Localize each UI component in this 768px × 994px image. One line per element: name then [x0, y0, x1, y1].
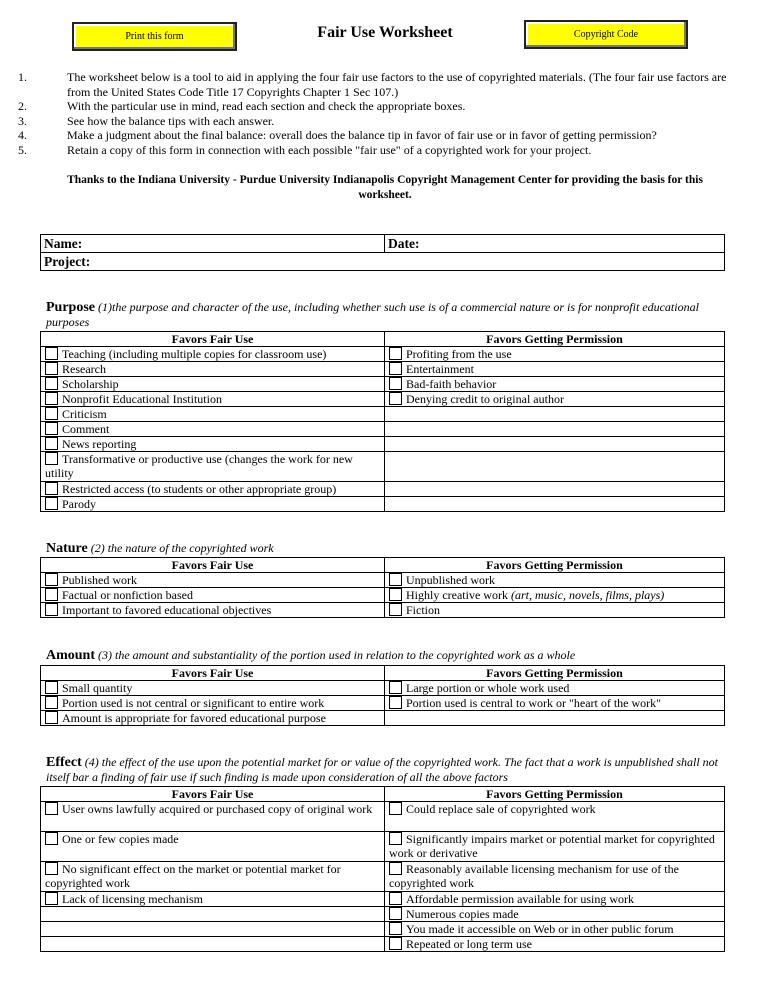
print-form-button[interactable]: Print this form — [72, 22, 237, 51]
checkbox[interactable] — [45, 802, 58, 815]
column-header: Favors Fair Use — [41, 558, 385, 573]
copyright-code-button[interactable]: Copyright Code — [524, 20, 688, 49]
date-field[interactable]: Date: — [385, 235, 725, 253]
nature-table: Favors Fair Use Favors Getting Permission Published work Unpublished work Factual or nonfiction based Highly creative work (art, music, novels, films, plays) Important to favored educational objectives Fiction — [40, 557, 725, 618]
checkbox[interactable] — [389, 603, 402, 616]
checkbox[interactable] — [45, 573, 58, 586]
checkbox[interactable] — [45, 347, 58, 360]
nature-heading: Nature (2) the nature of the copyrighted work — [46, 541, 274, 556]
column-header: Favors Fair Use — [41, 787, 385, 802]
checkbox[interactable] — [389, 362, 402, 375]
checkbox[interactable] — [45, 407, 58, 420]
checkbox[interactable] — [45, 862, 58, 875]
checkbox[interactable] — [389, 892, 402, 905]
effect-heading: Effect (4) the effect of the use upon the potential market for or value of the copyrighted work. The fact that a work is unpublished shall not itself bar a finding of fair use if such finding is made upon consideration of all the above factors — [46, 755, 719, 784]
checkbox[interactable] — [45, 588, 58, 601]
checkbox[interactable] — [389, 588, 402, 601]
checkbox[interactable] — [45, 392, 58, 405]
checkbox[interactable] — [389, 922, 402, 935]
checkbox[interactable] — [45, 422, 58, 435]
project-field[interactable]: Project: — [41, 253, 725, 271]
checkbox[interactable] — [45, 832, 58, 845]
column-header: Favors Getting Permission — [385, 787, 725, 802]
amount-table: Favors Fair Use Favors Getting Permission Small quantity Large portion or whole work used Portion used is not central or significant to entire work Portion used is central to work or "heart of the work" Amount is appropriate for favored educational purpose — [40, 665, 725, 726]
checkbox[interactable] — [389, 832, 402, 845]
list-item: 5. Retain a copy of this form in connection with each possible "fair use" of a copyrighted work for your project. — [18, 142, 592, 157]
list-item: 1. The worksheet below is a tool to aid in applying the four fair use factors to the use of copyrighted materials. (The four fair use factors are from the United States Code Title 17 Copyrights Chapter 1 Sec 107.) — [18, 70, 727, 99]
column-header: Favors Getting Permission — [385, 666, 725, 681]
checkbox[interactable] — [45, 603, 58, 616]
list-item: 2. With the particular use in mind, read each section and check the appropriate boxes. — [18, 99, 466, 113]
acknowledgement: Thanks to the Indiana University - Purdue University Indianapolis Copyright Management Center for providing the basis for this worksheet. — [67, 174, 703, 201]
checkbox[interactable] — [389, 907, 402, 920]
checkbox[interactable] — [389, 392, 402, 405]
purpose-table: Favors Fair Use Favors Getting Permission Teaching (including multiple copies for classroom use) Profiting from the use Research Entertainment Scholarship Bad-faith behavior Nonprofit Educational Institution Denying credit to original author Criticism Comment News reporting Transformative or productive use (changes the work for new utility Restricted access (to students or other appropriate group) Parody — [40, 331, 725, 512]
purpose-heading: Purpose (1)the purpose and character of the use, including whether such use is of a commercial nature or is for nonprofit educational purposes — [46, 300, 699, 329]
checkbox[interactable] — [45, 482, 58, 495]
info-table — [40, 234, 725, 271]
checkbox[interactable] — [389, 377, 402, 390]
checkbox[interactable] — [45, 377, 58, 390]
checkbox[interactable] — [45, 892, 58, 905]
checkbox[interactable] — [389, 937, 402, 950]
list-item: 3. See how the balance tips with each answer. — [18, 113, 275, 128]
column-header: Favors Fair Use — [41, 666, 385, 681]
page-title: Fair Use Worksheet — [317, 24, 453, 41]
checkbox[interactable] — [45, 362, 58, 375]
list-item: 4. Make a judgment about the final balance: overall does the balance tip in favor of fair use or in favor of getting permission? — [18, 128, 657, 142]
checkbox[interactable] — [45, 696, 58, 709]
checkbox[interactable] — [389, 347, 402, 360]
amount-heading: Amount (3) the amount and substantiality of the portion used in relation to the copyrighted work as a whole — [46, 648, 576, 663]
checkbox[interactable] — [45, 452, 58, 465]
name-field[interactable]: Name: — [41, 235, 385, 253]
checkbox[interactable] — [389, 802, 402, 815]
checkbox[interactable] — [45, 497, 58, 510]
checkbox[interactable] — [45, 437, 58, 450]
checkbox[interactable] — [389, 862, 402, 875]
column-header: Favors Fair Use — [41, 332, 385, 347]
column-header: Favors Getting Permission — [385, 558, 725, 573]
instructions-list — [18, 70, 738, 157]
column-header: Favors Getting Permission — [385, 332, 725, 347]
checkbox[interactable] — [389, 696, 402, 709]
checkbox[interactable] — [45, 711, 58, 724]
effect-table: Favors Fair Use Favors Getting Permission User owns lawfully acquired or purchased copy of original work Could replace sale of copyrighted work One or few copies made Significantly impairs market or potential market for copyrighted work or derivative No significant effect on the market or potential market for copyrighted work Reasonably available licensing mechanism for use of the copyrighted work Lack of licensing mechanism Affordable permission available for using work Numerous copies made You made it accessible on Web or in other public forum Repeated or long term use — [40, 786, 725, 952]
checkbox[interactable] — [389, 681, 402, 694]
checkbox[interactable] — [45, 681, 58, 694]
checkbox[interactable] — [389, 573, 402, 586]
